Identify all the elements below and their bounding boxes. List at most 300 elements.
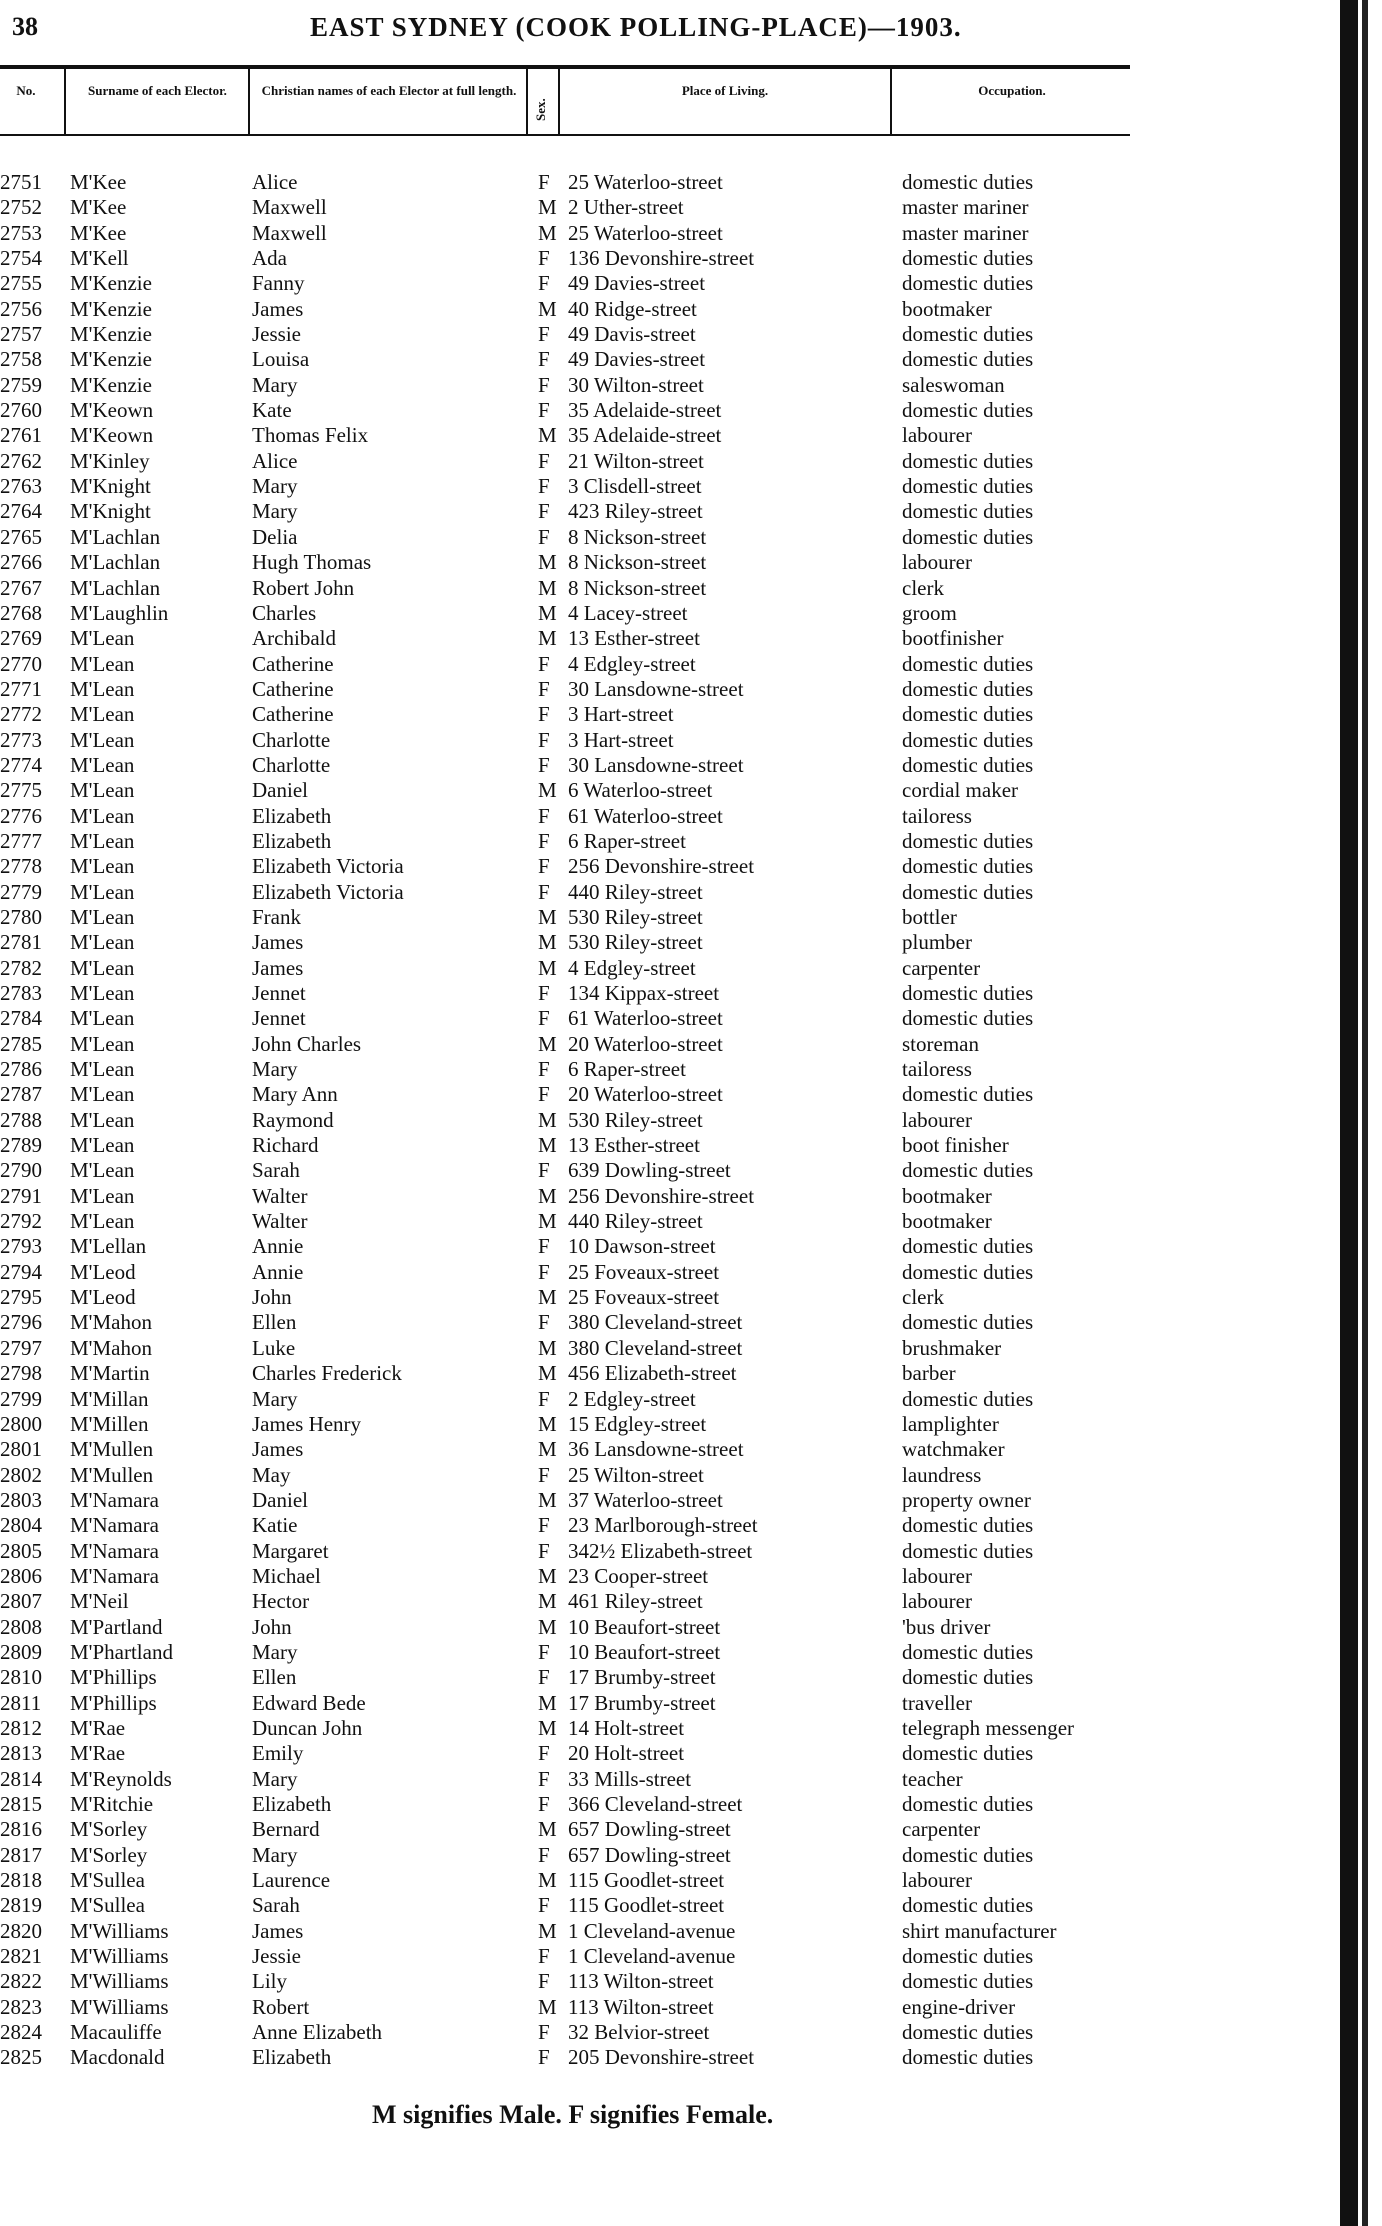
elector-surname: M'Lean bbox=[70, 727, 135, 752]
table-row bbox=[0, 423, 1382, 448]
elector-occupation: domestic duties bbox=[902, 1082, 1034, 1107]
elector-place-of-living: 530 Riley-street bbox=[568, 904, 703, 929]
elector-place-of-living: 113 Wilton-street bbox=[568, 1994, 714, 2019]
elector-place-of-living: 8 Nickson-street bbox=[568, 524, 707, 549]
elector-occupation: domestic duties bbox=[902, 1386, 1034, 1411]
elector-place-of-living: 115 Goodlet-street bbox=[568, 1868, 725, 1893]
elector-number: 2810 bbox=[0, 1665, 42, 1690]
elector-christian-names: James bbox=[252, 955, 304, 980]
elector-surname: M'Millen bbox=[70, 1411, 149, 1436]
elector-occupation: domestic duties bbox=[902, 398, 1034, 423]
table-row bbox=[0, 956, 1382, 981]
elector-place-of-living: 3 Clisdell-street bbox=[568, 474, 702, 499]
elector-sex: F bbox=[538, 803, 550, 828]
elector-number: 2784 bbox=[0, 1006, 42, 1031]
elector-number: 2786 bbox=[0, 1057, 42, 1082]
elector-place-of-living: 37 Waterloo-street bbox=[568, 1487, 723, 1512]
elector-occupation: domestic duties bbox=[902, 2045, 1034, 2070]
elector-number: 2814 bbox=[0, 1766, 42, 1791]
elector-christian-names: Alice bbox=[252, 448, 298, 473]
elector-christian-names: Elizabeth bbox=[252, 1792, 332, 1816]
table-row bbox=[0, 1209, 1382, 1234]
elector-occupation: labourer bbox=[902, 550, 972, 575]
elector-occupation: domestic duties bbox=[902, 1665, 1034, 1690]
elector-sex: F bbox=[538, 372, 550, 397]
table-row bbox=[0, 880, 1382, 905]
elector-place-of-living: 20 Holt-street bbox=[568, 1741, 685, 1766]
elector-number: 2822 bbox=[0, 1969, 42, 1994]
elector-christian-names: Ellen bbox=[252, 1665, 297, 1690]
elector-surname: M'Lellan bbox=[70, 1234, 147, 1259]
elector-sex: M bbox=[538, 575, 557, 600]
elector-place-of-living: 25 Wilton-street bbox=[568, 1462, 704, 1487]
elector-sex: M bbox=[538, 1868, 557, 1893]
table-row bbox=[0, 550, 1382, 575]
elector-place-of-living: 21 Wilton-street bbox=[568, 448, 704, 473]
elector-christian-names: Luke bbox=[252, 1335, 296, 1360]
elector-number: 2798 bbox=[0, 1361, 42, 1386]
elector-number: 2819 bbox=[0, 1893, 42, 1918]
elector-surname: M'Knight bbox=[70, 474, 151, 499]
elector-place-of-living: 657 Dowling-street bbox=[568, 1842, 731, 1867]
elector-occupation: clerk bbox=[902, 575, 944, 600]
elector-surname: M'Lachlan bbox=[70, 524, 161, 549]
elector-number: 2789 bbox=[0, 1133, 42, 1158]
table-row bbox=[0, 1006, 1382, 1031]
table-row bbox=[0, 1589, 1382, 1614]
elector-occupation: bootfinisher bbox=[902, 626, 1004, 651]
elector-place-of-living: 23 Marlborough-street bbox=[568, 1513, 758, 1538]
elector-place-of-living: 61 Waterloo-street bbox=[568, 803, 723, 828]
elector-christian-names: Elizabeth bbox=[252, 803, 332, 828]
elector-sex: F bbox=[538, 1639, 550, 1664]
elector-place-of-living: 35 Adelaide-street bbox=[568, 423, 722, 448]
column-divider bbox=[248, 68, 250, 136]
elector-number: 2753 bbox=[0, 220, 42, 245]
table-row bbox=[0, 1184, 1382, 1209]
table-row bbox=[0, 930, 1382, 955]
elector-number: 2754 bbox=[0, 246, 42, 271]
elector-number: 2783 bbox=[0, 981, 42, 1005]
table-row bbox=[0, 322, 1382, 347]
elector-sex: F bbox=[538, 2020, 550, 2045]
elector-sex: F bbox=[538, 1741, 550, 1766]
header-rule-bottom bbox=[0, 134, 1130, 136]
elector-number: 2774 bbox=[0, 752, 42, 777]
elector-number: 2790 bbox=[0, 1158, 42, 1183]
elector-christian-names: Lily bbox=[252, 1969, 287, 1994]
table-row bbox=[0, 1260, 1382, 1285]
elector-christian-names: Duncan John bbox=[252, 1715, 363, 1740]
elector-number: 2813 bbox=[0, 1741, 42, 1766]
elector-christian-names: Mary bbox=[252, 1639, 298, 1664]
elector-occupation: carpenter bbox=[902, 955, 981, 980]
sex-legend: M signifies Male. F signifies Female. bbox=[372, 2100, 774, 2129]
elector-christian-names: Margaret bbox=[252, 1538, 329, 1563]
elector-sex: M bbox=[538, 1994, 557, 2019]
elector-occupation: master mariner bbox=[902, 220, 1029, 245]
elector-number: 2787 bbox=[0, 1082, 42, 1107]
elector-occupation: domestic duties bbox=[902, 1513, 1034, 1538]
elector-occupation: domestic duties bbox=[902, 1234, 1034, 1259]
table-row bbox=[0, 1336, 1382, 1361]
elector-surname: M'Lean bbox=[70, 1133, 135, 1158]
elector-occupation: bootmaker bbox=[902, 296, 992, 321]
elector-christian-names: Catherine bbox=[252, 676, 334, 701]
elector-place-of-living: 342½ Elizabeth-street bbox=[568, 1538, 753, 1563]
table-row bbox=[0, 195, 1382, 220]
elector-occupation: bootmaker bbox=[902, 1209, 992, 1234]
elector-christian-names: Mary bbox=[252, 499, 298, 524]
elector-surname: M'Lean bbox=[70, 1082, 135, 1107]
elector-place-of-living: 639 Dowling-street bbox=[568, 1158, 731, 1183]
elector-occupation: domestic duties bbox=[902, 651, 1034, 676]
elector-surname: M'Mahon bbox=[70, 1310, 152, 1335]
elector-number: 2796 bbox=[0, 1310, 42, 1335]
elector-sex: M bbox=[538, 1335, 557, 1360]
elector-christian-names: Annie bbox=[252, 1259, 304, 1284]
column-header-no: No. bbox=[16, 83, 36, 98]
elector-christian-names: Jennet bbox=[252, 1006, 306, 1031]
elector-christian-names: Annie bbox=[252, 1234, 304, 1259]
table-row bbox=[0, 525, 1382, 550]
elector-surname: M'Leod bbox=[70, 1259, 136, 1284]
elector-christian-names: Robert bbox=[252, 1994, 310, 2019]
elector-sex: M bbox=[538, 1817, 557, 1842]
elector-place-of-living: 20 Waterloo-street bbox=[568, 1031, 723, 1056]
elector-sex: F bbox=[538, 1158, 550, 1183]
elector-number: 2817 bbox=[0, 1842, 42, 1867]
elector-sex: F bbox=[538, 170, 550, 194]
elector-surname: M'Lean bbox=[70, 930, 135, 955]
table-row bbox=[0, 1057, 1382, 1082]
elector-surname: M'Mullen bbox=[70, 1462, 154, 1487]
elector-sex: F bbox=[538, 2045, 550, 2070]
elector-surname: M'Lean bbox=[70, 702, 135, 727]
elector-christian-names: Ada bbox=[252, 246, 287, 271]
elector-number: 2765 bbox=[0, 524, 42, 549]
elector-surname: M'Keown bbox=[70, 423, 154, 448]
elector-occupation: tailoress bbox=[902, 803, 972, 828]
elector-place-of-living: 1 Cleveland-avenue bbox=[568, 1918, 736, 1943]
elector-christian-names: Charlotte bbox=[252, 727, 331, 752]
elector-sex: M bbox=[538, 1918, 557, 1943]
column-header-sex bbox=[528, 82, 554, 132]
elector-sex: F bbox=[538, 1969, 550, 1994]
column-header-christian: Christian names of each Elector at full length. bbox=[261, 83, 517, 98]
elector-occupation: storeman bbox=[902, 1031, 979, 1056]
elector-occupation: saleswoman bbox=[902, 372, 1005, 397]
elector-place-of-living: 113 Wilton-street bbox=[568, 1969, 714, 1994]
elector-place-of-living: 13 Esther-street bbox=[568, 626, 700, 651]
elector-surname: M'Knight bbox=[70, 499, 151, 524]
elector-sex: M bbox=[538, 1589, 557, 1614]
elector-number: 2778 bbox=[0, 854, 42, 879]
table-row bbox=[0, 1716, 1382, 1741]
elector-number: 2815 bbox=[0, 1792, 42, 1816]
table-row bbox=[0, 1969, 1382, 1994]
elector-christian-names: Frank bbox=[252, 904, 301, 929]
elector-place-of-living: 4 Edgley-street bbox=[568, 651, 696, 676]
elector-christian-names: Sarah bbox=[252, 1893, 300, 1918]
elector-surname: M'Lachlan bbox=[70, 550, 161, 575]
elector-christian-names: Anne Elizabeth bbox=[252, 2020, 383, 2045]
elector-sex: F bbox=[538, 448, 550, 473]
elector-occupation: domestic duties bbox=[902, 524, 1034, 549]
table-row bbox=[0, 1868, 1382, 1893]
elector-surname: M'Kee bbox=[70, 195, 127, 220]
elector-surname: M'Lean bbox=[70, 955, 135, 980]
elector-sex: M bbox=[538, 1614, 557, 1639]
elector-occupation: labourer bbox=[902, 1107, 972, 1132]
elector-sex: M bbox=[538, 1031, 557, 1056]
elector-place-of-living: 20 Waterloo-street bbox=[568, 1082, 723, 1107]
elector-sex: F bbox=[538, 1665, 550, 1690]
elector-surname: M'Lean bbox=[70, 879, 135, 904]
elector-sex: M bbox=[538, 1133, 557, 1158]
elector-sex: F bbox=[538, 1538, 550, 1563]
elector-number: 2777 bbox=[0, 828, 42, 853]
elector-christian-names: Ellen bbox=[252, 1310, 297, 1335]
elector-surname: Macdonald bbox=[70, 2045, 165, 2070]
elector-occupation: engine-driver bbox=[902, 1994, 1016, 2019]
elector-number: 2805 bbox=[0, 1538, 42, 1563]
elector-christian-names: Michael bbox=[252, 1563, 321, 1588]
elector-sex: F bbox=[538, 524, 550, 549]
elector-occupation: labourer bbox=[902, 1868, 972, 1893]
table-row bbox=[0, 1032, 1382, 1057]
table-row bbox=[0, 170, 1382, 195]
elector-place-of-living: 2 Uther-street bbox=[568, 195, 684, 220]
elector-occupation: teacher bbox=[902, 1766, 963, 1791]
elector-number: 2816 bbox=[0, 1817, 42, 1842]
elector-christian-names: James bbox=[252, 1918, 304, 1943]
elector-surname: M'Phillips bbox=[70, 1690, 157, 1715]
elector-surname: M'Kenzie bbox=[70, 322, 152, 347]
elector-sex: M bbox=[538, 1209, 557, 1234]
table-row bbox=[0, 1158, 1382, 1183]
elector-number: 2797 bbox=[0, 1335, 42, 1360]
elector-occupation: traveller bbox=[902, 1690, 972, 1715]
elector-christian-names: Elizabeth Victoria bbox=[252, 879, 404, 904]
elector-number: 2825 bbox=[0, 2045, 42, 2070]
elector-number: 2764 bbox=[0, 499, 42, 524]
elector-occupation: domestic duties bbox=[902, 981, 1034, 1005]
elector-sex: F bbox=[538, 347, 550, 372]
elector-occupation: domestic duties bbox=[902, 1158, 1034, 1183]
elector-christian-names: Mary bbox=[252, 1386, 298, 1411]
elector-place-of-living: 6 Raper-street bbox=[568, 828, 686, 853]
elector-number: 2756 bbox=[0, 296, 42, 321]
table-row bbox=[0, 373, 1382, 398]
elector-place-of-living: 30 Lansdowne-street bbox=[568, 752, 744, 777]
elector-surname: M'Williams bbox=[70, 1944, 169, 1969]
table-row bbox=[0, 1513, 1382, 1538]
elector-occupation: domestic duties bbox=[902, 474, 1034, 499]
elector-occupation: domestic duties bbox=[902, 1310, 1034, 1335]
elector-occupation: domestic duties bbox=[902, 676, 1034, 701]
elector-occupation: barber bbox=[902, 1361, 956, 1386]
elector-place-of-living: 6 Raper-street bbox=[568, 1057, 686, 1082]
table-row bbox=[0, 347, 1382, 372]
elector-christian-names: John Charles bbox=[252, 1031, 362, 1056]
table-row bbox=[0, 702, 1382, 727]
elector-sex: F bbox=[538, 676, 550, 701]
table-row bbox=[0, 1741, 1382, 1766]
elector-sex: F bbox=[538, 1259, 550, 1284]
elector-surname: M'Lean bbox=[70, 828, 135, 853]
table-row bbox=[0, 1133, 1382, 1158]
elector-surname: M'Kee bbox=[70, 220, 127, 245]
column-header-occupation: Occupation. bbox=[978, 83, 1046, 98]
elector-number: 2821 bbox=[0, 1944, 42, 1969]
elector-surname: M'Kee bbox=[70, 170, 127, 194]
elector-sex: F bbox=[538, 879, 550, 904]
elector-sex: M bbox=[538, 220, 557, 245]
elector-place-of-living: 30 Wilton-street bbox=[568, 372, 704, 397]
elector-christian-names: Walter bbox=[252, 1183, 308, 1208]
elector-sex: F bbox=[538, 1057, 550, 1082]
page-edge-binding bbox=[1362, 0, 1368, 2226]
elector-christian-names: Alice bbox=[252, 170, 298, 194]
elector-occupation: domestic duties bbox=[902, 727, 1034, 752]
elector-surname: M'Lean bbox=[70, 1057, 135, 1082]
elector-christian-names: Delia bbox=[252, 524, 298, 549]
elector-surname: M'Lean bbox=[70, 752, 135, 777]
table-row bbox=[0, 398, 1382, 423]
elector-place-of-living: 40 Ridge-street bbox=[568, 296, 697, 321]
elector-christian-names: Mary Ann bbox=[252, 1082, 338, 1107]
table-row bbox=[0, 1615, 1382, 1640]
elector-sex: F bbox=[538, 474, 550, 499]
elector-sex: F bbox=[538, 752, 550, 777]
elector-place-of-living: 23 Cooper-street bbox=[568, 1563, 709, 1588]
table-row bbox=[0, 1792, 1382, 1817]
elector-surname: M'Williams bbox=[70, 1994, 169, 2019]
elector-sex: F bbox=[538, 499, 550, 524]
elector-surname: M'Keown bbox=[70, 398, 154, 423]
elector-surname: M'Lean bbox=[70, 1183, 135, 1208]
elector-sex: M bbox=[538, 296, 557, 321]
elector-christian-names: Elizabeth bbox=[252, 2045, 332, 2070]
elector-christian-names: Bernard bbox=[252, 1817, 320, 1842]
elector-christian-names: Richard bbox=[252, 1133, 319, 1158]
elector-surname: M'Lean bbox=[70, 1209, 135, 1234]
table-row bbox=[0, 1412, 1382, 1437]
elector-place-of-living: 14 Holt-street bbox=[568, 1715, 685, 1740]
elector-place-of-living: 456 Elizabeth-street bbox=[568, 1361, 737, 1386]
elector-sex: M bbox=[538, 1715, 557, 1740]
elector-sex: F bbox=[538, 1462, 550, 1487]
elector-sex: M bbox=[538, 423, 557, 448]
elector-occupation: domestic duties bbox=[902, 1006, 1034, 1031]
elector-sex: M bbox=[538, 930, 557, 955]
elector-christian-names: James bbox=[252, 296, 304, 321]
elector-christian-names: Jennet bbox=[252, 981, 306, 1005]
elector-place-of-living: 2 Edgley-street bbox=[568, 1386, 696, 1411]
table-row bbox=[0, 981, 1382, 1006]
elector-christian-names: Hector bbox=[252, 1589, 310, 1614]
elector-sex: F bbox=[538, 398, 550, 423]
elector-occupation: labourer bbox=[902, 1563, 972, 1588]
elector-surname: M'Sullea bbox=[70, 1868, 145, 1893]
elector-place-of-living: 1 Cleveland-avenue bbox=[568, 1944, 736, 1969]
elector-surname: M'Lean bbox=[70, 981, 135, 1005]
elector-number: 2775 bbox=[0, 778, 42, 803]
elector-christian-names: Edward Bede bbox=[252, 1690, 366, 1715]
elector-surname: M'Martin bbox=[70, 1361, 150, 1386]
elector-place-of-living: 3 Hart-street bbox=[568, 702, 674, 727]
elector-sex: M bbox=[538, 1411, 557, 1436]
elector-christian-names: Walter bbox=[252, 1209, 308, 1234]
elector-place-of-living: 256 Devonshire-street bbox=[568, 854, 755, 879]
table-row bbox=[0, 1488, 1382, 1513]
table-row bbox=[0, 778, 1382, 803]
elector-occupation: domestic duties bbox=[902, 499, 1034, 524]
table-row bbox=[0, 1463, 1382, 1488]
table-row bbox=[0, 2020, 1382, 2045]
elector-number: 2781 bbox=[0, 930, 42, 955]
elector-christian-names: Katie bbox=[252, 1513, 298, 1538]
elector-surname: M'Lean bbox=[70, 854, 135, 879]
elector-occupation: domestic duties bbox=[902, 854, 1034, 879]
elector-number: 2820 bbox=[0, 1918, 42, 1943]
elector-surname: M'Lean bbox=[70, 1006, 135, 1031]
elector-place-of-living: 49 Davies-street bbox=[568, 271, 706, 296]
elector-christian-names: Archibald bbox=[252, 626, 336, 651]
elector-christian-names: Mary bbox=[252, 1766, 298, 1791]
elector-place-of-living: 380 Cleveland-street bbox=[568, 1310, 743, 1335]
table-row bbox=[0, 576, 1382, 601]
elector-occupation: domestic duties bbox=[902, 322, 1034, 347]
elector-place-of-living: 8 Nickson-street bbox=[568, 550, 707, 575]
elector-sex: M bbox=[538, 778, 557, 803]
elector-christian-names: Jessie bbox=[252, 322, 301, 347]
elector-place-of-living: 30 Lansdowne-street bbox=[568, 676, 744, 701]
table-row bbox=[0, 905, 1382, 930]
elector-christian-names: Raymond bbox=[252, 1107, 334, 1132]
elector-christian-names: Fanny bbox=[252, 271, 305, 296]
elector-christian-names: Kate bbox=[252, 398, 292, 423]
elector-surname: M'Kenzie bbox=[70, 271, 152, 296]
elector-place-of-living: 36 Lansdowne-street bbox=[568, 1437, 744, 1462]
elector-number: 2752 bbox=[0, 195, 42, 220]
elector-surname: M'Reynolds bbox=[70, 1766, 172, 1791]
elector-christian-names: Robert John bbox=[252, 575, 355, 600]
elector-surname: M'Lean bbox=[70, 1158, 135, 1183]
elector-sex: F bbox=[538, 702, 550, 727]
elector-place-of-living: 61 Waterloo-street bbox=[568, 1006, 723, 1031]
elector-number: 2757 bbox=[0, 322, 42, 347]
table-row bbox=[0, 1817, 1382, 1842]
table-row bbox=[0, 804, 1382, 829]
table-row bbox=[0, 626, 1382, 651]
elector-place-of-living: 8 Nickson-street bbox=[568, 575, 707, 600]
column-divider bbox=[64, 68, 66, 136]
elector-number: 2811 bbox=[0, 1690, 42, 1715]
elector-number: 2760 bbox=[0, 398, 42, 423]
elector-place-of-living: 366 Cleveland-street bbox=[568, 1792, 743, 1816]
elector-occupation: domestic duties bbox=[902, 1741, 1034, 1766]
elector-surname: M'Lean bbox=[70, 1031, 135, 1056]
column-header-sex-label: Sex. bbox=[533, 98, 548, 121]
elector-sex: F bbox=[538, 1513, 550, 1538]
elector-number: 2795 bbox=[0, 1285, 42, 1310]
elector-place-of-living: 530 Riley-street bbox=[568, 1107, 703, 1132]
elector-christian-names: May bbox=[252, 1462, 291, 1487]
table-row bbox=[0, 1387, 1382, 1412]
elector-occupation: shirt manufacturer bbox=[902, 1918, 1057, 1943]
